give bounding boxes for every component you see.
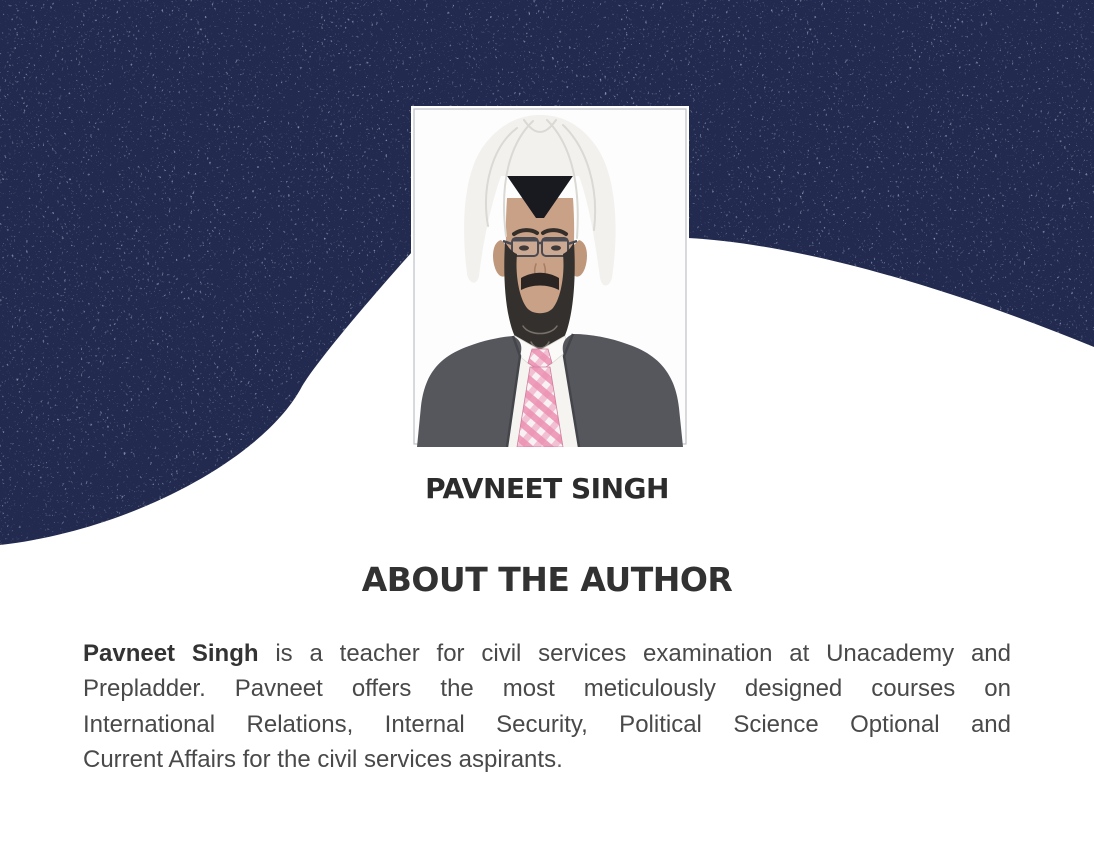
author-name-caption: PAVNEET SINGH: [425, 472, 669, 505]
about-paragraph: [83, 636, 1011, 778]
about-line-1: [83, 636, 1011, 671]
author-photo: [411, 106, 689, 447]
about-line-2: Prepladder. Pavneet offers the most meticulously designed courses on: [83, 675, 1011, 703]
about-line-3: International Relations, Internal Security, Political Science Optional and: [83, 710, 1011, 738]
section-title: ABOUT THE AUTHOR: [361, 560, 733, 599]
about-line-4: Current Affairs for the civil services aspirants.: [83, 746, 563, 774]
author-portrait-illustration: [411, 106, 689, 447]
author-name-bold: Pavneet Singh: [83, 640, 259, 667]
about-line-1-rest: is a teacher for civil services examination at Unacademy and: [258, 640, 1012, 667]
